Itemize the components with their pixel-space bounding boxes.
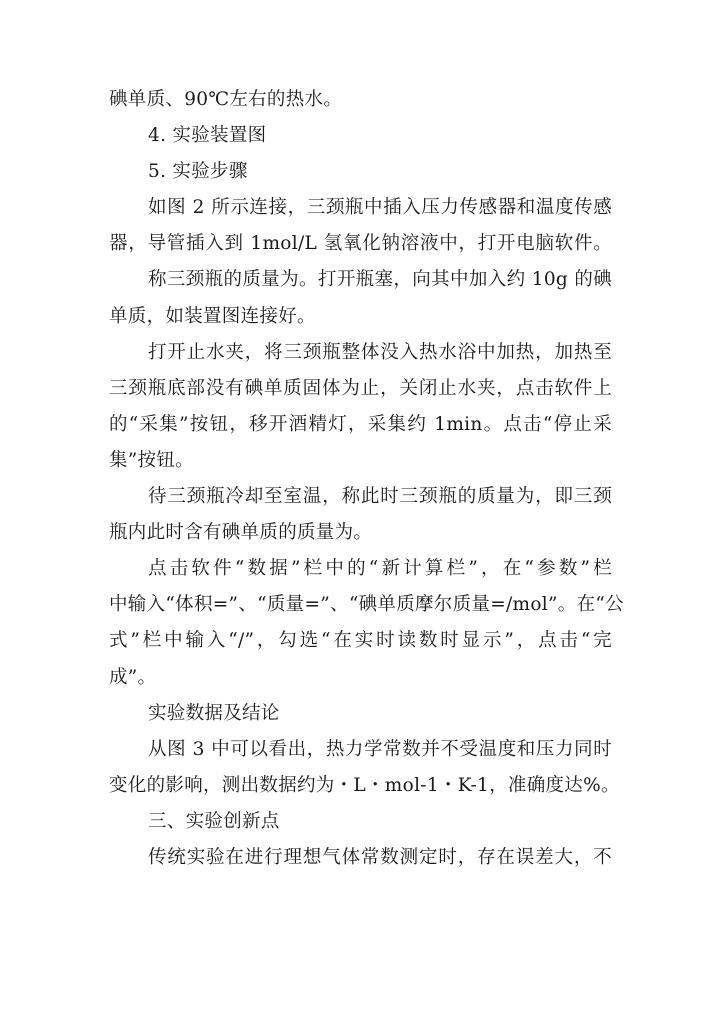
section-heading: 4. 实验装置图 [148, 125, 267, 147]
text-line: 的“采集”按钮，移开酒精灯，采集约 1min。点击“停止采 [109, 413, 612, 435]
document-body [109, 82, 624, 876]
text-line: 式”栏中输入“/”，勾选“在实时读数时显示”，点击“完 [109, 630, 612, 652]
text-line: 称三颈瓶的质量为。打开瓶塞，向其中加入约 10g 的碘 [148, 269, 612, 291]
text-line: 单质，如装置图连接好。 [109, 305, 316, 327]
text-line: 集”按钮。 [109, 449, 194, 471]
text-line: 碘单质、90℃左右的热水。 [109, 89, 343, 110]
text-line: 成”。 [109, 666, 157, 688]
section-heading: 三、实验创新点 [148, 810, 280, 832]
text-line: 瓶内此时含有碘单质的质量为。 [109, 522, 373, 544]
text-line: 打开止水夹，将三颈瓶整体没入热水浴中加热，加热至 [148, 341, 612, 363]
text-line: 三颈瓶底部没有碘单质固体为止，关闭止水夹，点击软件上 [109, 377, 612, 399]
text-line: 传统实验在进行理想气体常数测定时，存在误差大，不 [148, 846, 612, 868]
text-line: 变化的影响，测出数据约为・L・mol-1・K-1，准确度达%。 [109, 774, 620, 796]
text-line: 待三颈瓶冷却至室温，称此时三颈瓶的质量为，即三颈 [148, 486, 612, 508]
text-line: 中输入“体积=”、“质量=”、“碘单质摩尔质量=/mol”。在“公 [109, 594, 624, 616]
text-line: 器，导管插入到 1mol/L 氢氧化钠溶液中，打开电脑软件。 [109, 233, 612, 255]
section-heading: 实验数据及结论 [148, 702, 280, 724]
section-heading: 5. 实验步骤 [148, 161, 248, 183]
text-line: 从图 3 中可以看出，热力学常数并不受温度和压力同时 [148, 738, 612, 760]
text-line: 点击软件“数据”栏中的“新计算栏”，在“参数”栏 [148, 558, 612, 580]
text-line: 如图 2 所示连接，三颈瓶中插入压力传感器和温度传感 [148, 197, 612, 219]
